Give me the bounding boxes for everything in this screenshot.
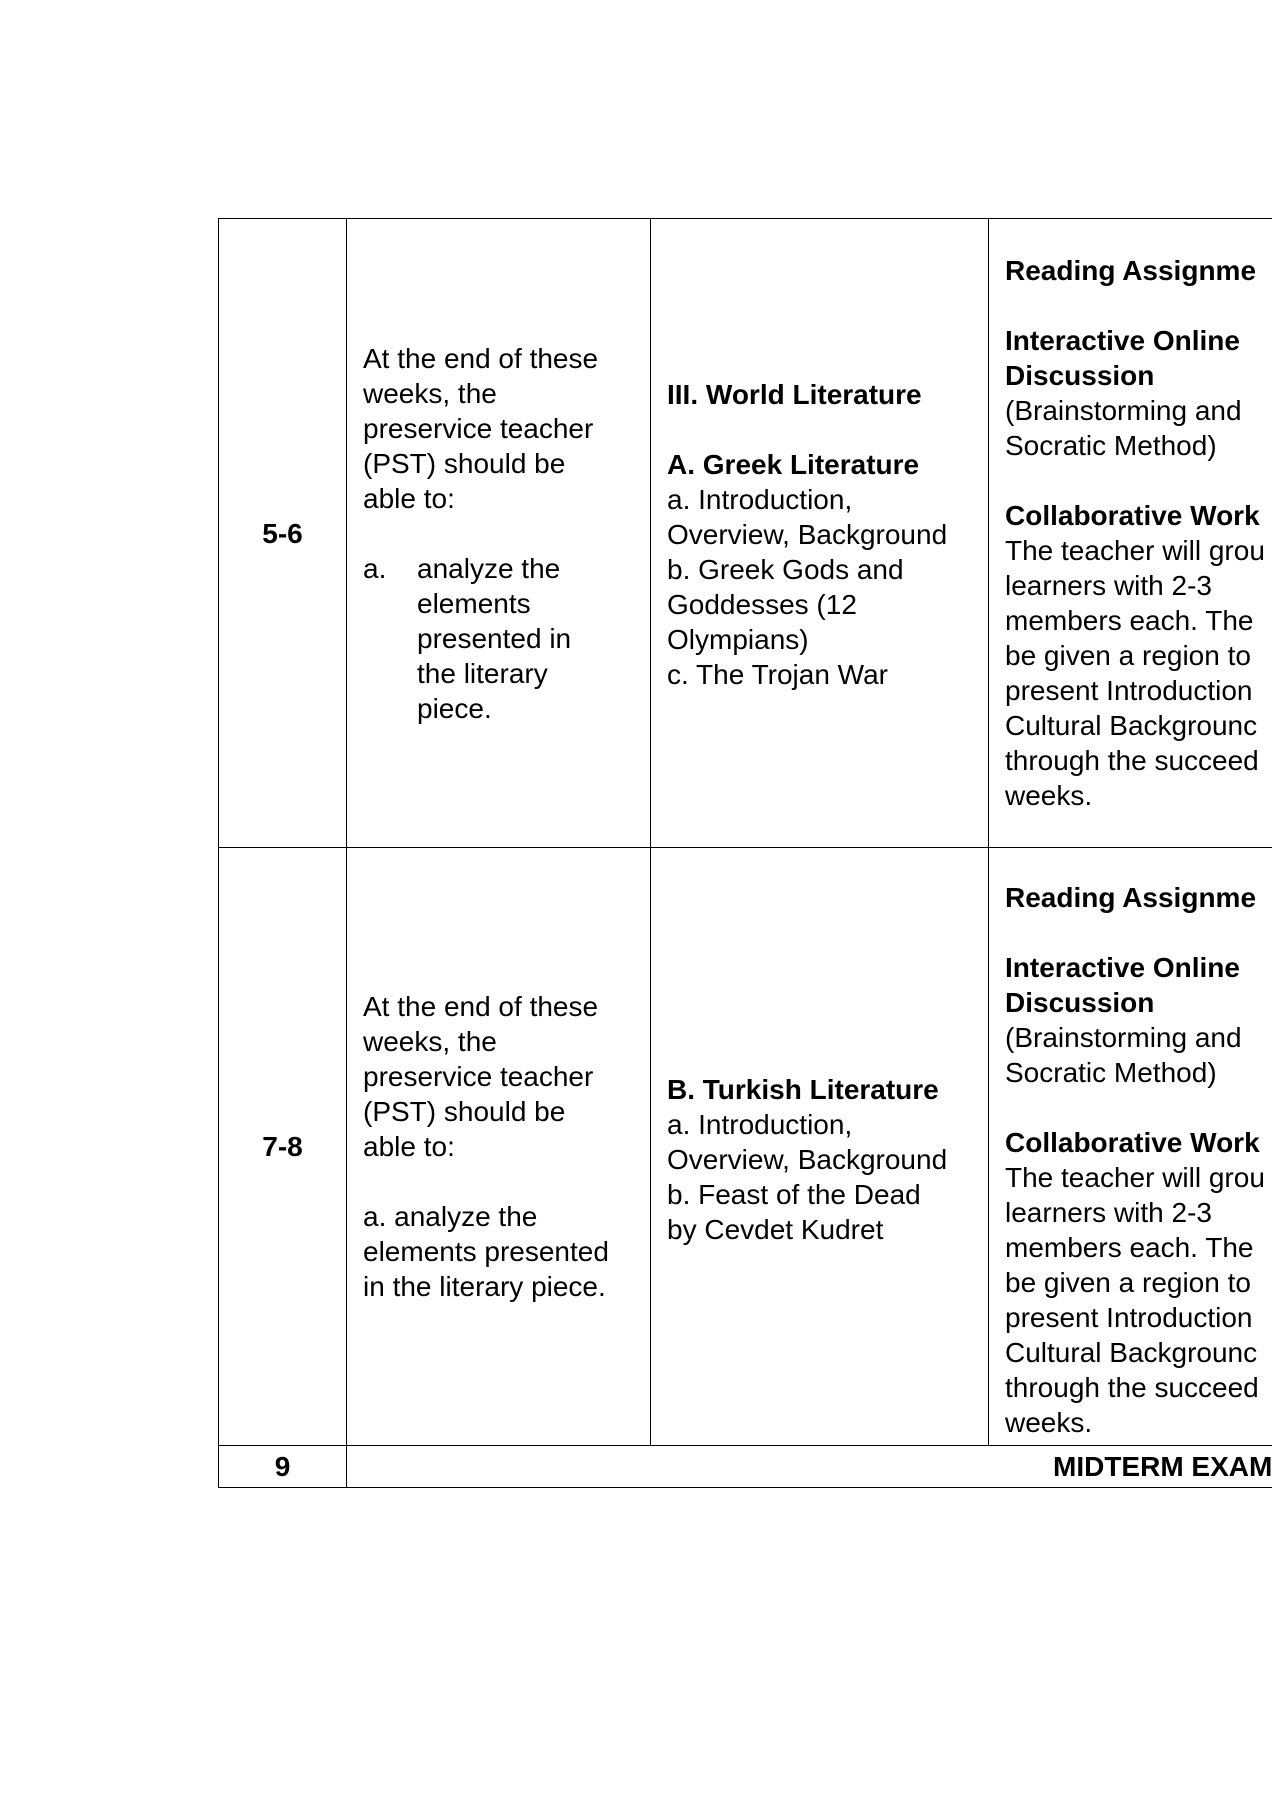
objective-item-line: a. analyze the [363,1201,538,1232]
method-line: Socratic Method) [1005,430,1217,461]
topic-line: a. Introduction, [667,484,853,515]
method-line: be given a region to [1005,640,1251,671]
objective-item-line: elements [417,587,531,619]
objective-item-line: piece. [417,692,492,724]
method-line: learners with 2-3 [1005,1196,1212,1228]
topic-line: c. The Trojan War [667,659,888,690]
week-cell: 5-6 [219,219,347,848]
objective-line: preservice teacher [363,412,594,444]
method-line: Cultural Backgrounc [1005,1336,1258,1368]
syllabus-table [218,218,1272,1488]
objective-line: At the end of these [363,991,599,1022]
reading-assignment-heading: Reading Assignme [1005,255,1257,286]
topic-line: b. Feast of the Dead [667,1179,921,1210]
method-line: members each. The [1005,1231,1254,1263]
objective-list-item [363,551,634,726]
objective-item-line: presented in [417,622,572,654]
method-line: through the succeed [1005,1371,1259,1403]
topic-line: Overview, Background [667,519,948,550]
objective-cell [347,848,651,1446]
topic-line: b. Greek Gods and [667,554,904,585]
topic-subheading: A. Greek Literature [667,449,920,480]
method-line: The teacher will grou [1005,535,1265,566]
midterm-exam-cell [347,1446,1272,1488]
method-line: learners with 2-3 [1005,570,1212,601]
topic-cell [651,219,989,848]
online-discussion-heading: Interactive Online [1005,951,1240,983]
week-cell: 7-8 [219,848,347,1446]
method-cell [989,219,1272,848]
topic-line: a. Introduction, [667,1109,853,1140]
objective-line: weeks, the [363,1026,497,1057]
objective-item-line: elements presented [363,1236,609,1267]
topic-line: by Cevdet Kudret [667,1214,884,1245]
objective-cell [347,219,651,848]
table-row [219,1446,1272,1488]
topic-subheading: B. Turkish Literature [667,1074,939,1105]
method-line: Cultural Backgrounc [1005,710,1258,741]
objective-line: able to: [363,482,455,514]
reading-assignment-heading: Reading Assignme [1005,881,1257,913]
online-discussion-heading: Discussion [1005,986,1155,1018]
method-line: members each. The [1005,605,1254,636]
topic-cell [651,848,989,1446]
objective-line: weeks, the [363,377,497,409]
method-line: present Introduction [1005,1301,1253,1333]
method-line: present Introduction [1005,675,1253,706]
method-line: be given a region to [1005,1266,1251,1298]
online-discussion-heading: Interactive Online [1005,325,1240,356]
objective-item-line: analyze the [417,552,561,584]
midterm-exam-label: MIDTERM EXAM [1053,1451,1272,1482]
objective-item-line: in the literary piece. [363,1271,606,1302]
topic-line: Overview, Background [667,1144,948,1175]
method-line: (Brainstorming and [1005,395,1242,426]
objective-line: (PST) should be [363,447,566,479]
method-line: weeks. [1005,1406,1093,1438]
objective-line: At the end of these [363,342,599,374]
table-row [219,219,1272,848]
online-discussion-heading: Discussion [1005,360,1155,391]
method-line: Socratic Method) [1005,1056,1217,1088]
objective-line: (PST) should be [363,1096,566,1127]
objective-item-line: the literary [417,657,548,689]
objective-line: able to: [363,1131,455,1162]
method-line: (Brainstorming and [1005,1021,1242,1053]
topic-line: Goddesses (12 [667,589,857,620]
week-cell: 9 [219,1446,347,1488]
collaborative-work-heading: Collaborative Work [1005,1126,1260,1158]
method-line: weeks. [1005,780,1093,811]
method-cell [989,848,1272,1446]
method-line: The teacher will grou [1005,1161,1265,1193]
method-line: through the succeed [1005,745,1259,776]
objective-line: preservice teacher [363,1061,594,1092]
table-row [219,848,1272,1446]
collaborative-work-heading: Collaborative Work [1005,500,1260,531]
topic-line: Olympians) [667,624,809,655]
topic-heading: III. World Literature [667,379,922,410]
list-marker: a. [363,552,387,584]
